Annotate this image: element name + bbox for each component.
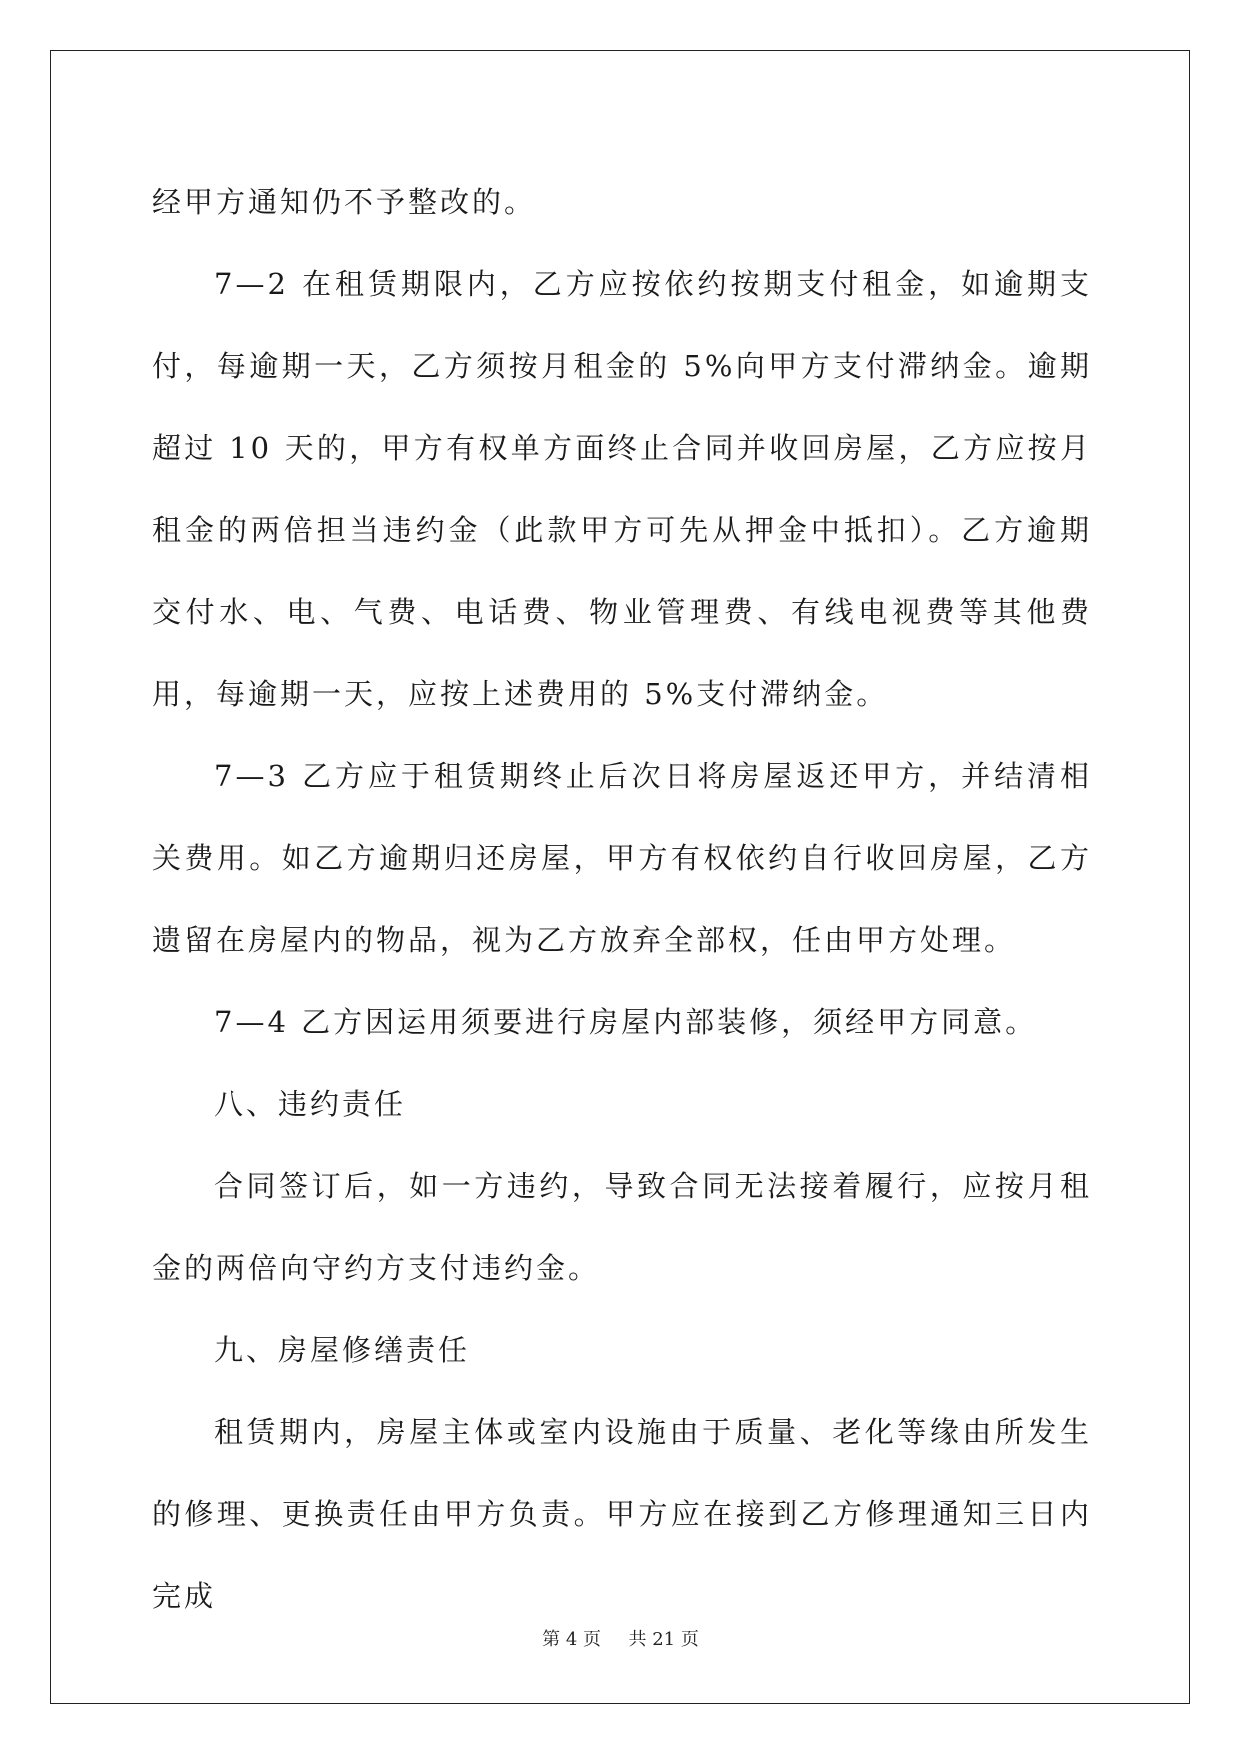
document-body [152,161,1092,1637]
paragraph-1: 经甲方通知仍不予整改的。 [152,185,537,219]
section-heading-repair: 九、房屋修缮责任 [214,1333,471,1367]
paragraph-4: 7—4 乙方因运用须要进行房屋内部装修，须经甲方同意。 [214,1005,1038,1039]
section-heading-breach: 八、违约责任 [214,1087,407,1121]
page-footer [0,1625,1241,1651]
page-number: 第 4 页 [542,1629,602,1650]
page-total: 共 21 页 [628,1629,699,1650]
paragraph-8: 租赁期内，房屋主体或室内设施由于质量、老化等缘由所发生的修理、更换责任由甲方负责。甲方应在接到乙方修理通知三日内完成 [152,1415,1092,1613]
paragraph-3: 7—3 乙方应于租赁期终止后次日将房屋返还甲方，并结清相关费用。如乙方逾期归还房屋，甲方有权依约自行收回房屋，乙方遗留在房屋内的物品，视为乙方放弃全部权，任由甲方处理。 [152,759,1092,957]
paragraph-6: 合同签订后，如一方违约，导致合同无法接着履行，应按月租金的两倍向守约方支付违约金。 [152,1169,1092,1285]
paragraph-2: 7—2 在租赁期限内，乙方应按依约按期支付租金，如逾期支付，每逾期一天，乙方须按月租金的 5%向甲方支付滞纳金。逾期超过 10 天的，甲方有权单方面终止合同并收回房屋，乙方应按月租金的两倍担当违约金（此款甲方可先从押金中抵扣）。乙方逾期交付水、电、气费、电话费、物业管理费、有线电视费等其他费用，每逾期一天，应按上述费用的 5%支付滞纳金。 [152,267,1092,711]
